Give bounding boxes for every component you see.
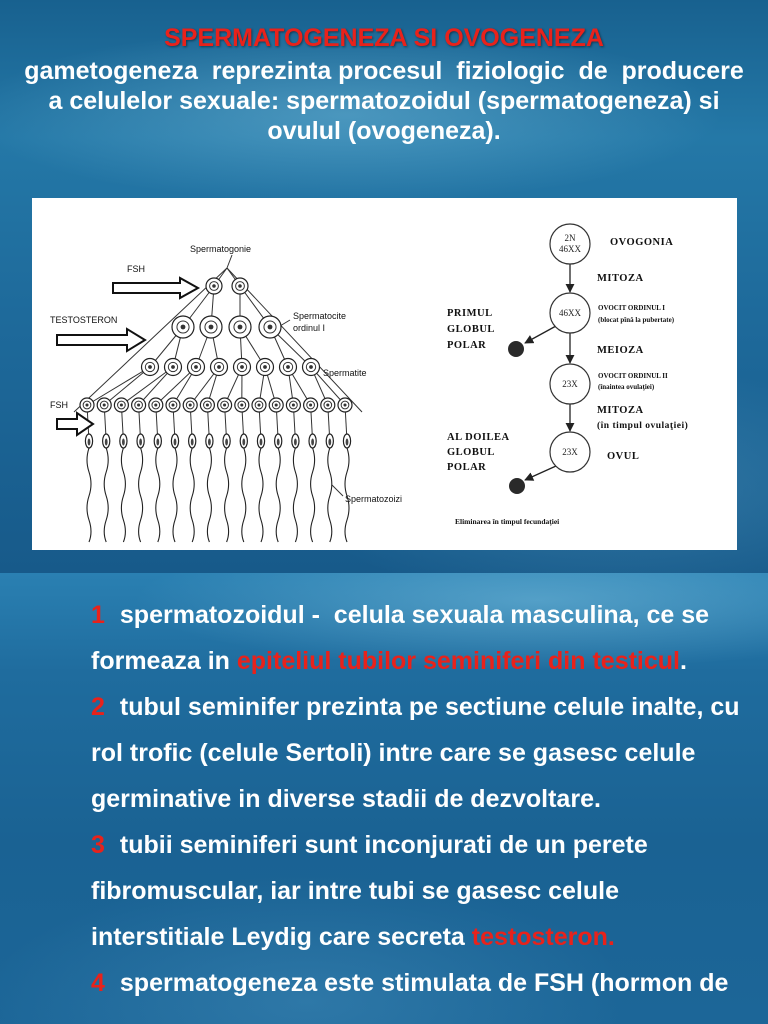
numbered-list [91,592,740,1006]
label-spermatogonie: Spermatogonie [190,244,252,254]
list-item-3-line [91,822,740,868]
list-item-3-line [91,914,740,960]
testosteron-arrow-icon [57,329,145,351]
spermatid-cell-nucleolus [309,403,312,406]
sperm-head-core [105,439,108,446]
list-item-1-line [91,592,740,638]
list-item-2-line [91,684,740,730]
sperm-head-core [139,439,142,446]
spermatid-cell-nucleolus [326,403,329,406]
label-fsh-top: FSH [127,264,145,274]
intro-line: ovulul (ovogeneza). [267,117,501,145]
label-al-doilea: AL DOILEA [447,432,510,443]
spermatid-precursor-cell-nucleolus [263,365,267,369]
list-text: formeaza in [91,647,237,675]
list-item-2-line: germinative in diverse stadii de dezvoltare. [91,785,601,813]
intro-line: gametogeneza reprezinta procesul fiziologic de producere [24,57,744,85]
sperm-tail [173,448,177,542]
arrow-doilea-globul [525,466,556,480]
spermatid-precursor-cell-nucleolus [171,365,175,369]
sperm-tail [293,448,297,542]
intro-line: a celulelor sexuale: spermatozoidul (spermatogeneza) si [48,87,720,115]
label-ovogonia: OVOGONIA [610,237,674,248]
sperm-tail [156,448,160,542]
spermatogonia-cell-nucleolus [212,284,216,288]
intro-paragraph [0,56,768,146]
spermatid-cell-nucleolus [206,403,209,406]
cell-label-23x: 23X [562,379,578,389]
spermatid-precursor-cell-nucleolus [240,365,244,369]
spermatogenesis-tree [74,255,362,542]
sperm-tail [87,448,91,542]
sperm-tail [328,448,332,542]
sperm-head-core [191,439,194,446]
list-text: tubul seminifer prezinta pe sectiune celule inalte, cu [119,693,740,721]
list-text: spermatozoidul - celula sexuala masculina, ce se [119,601,710,629]
spermatid-cell-nucleolus [189,403,192,406]
label-testosteron: TESTOSTERON [50,315,118,325]
label-globul: GLOBUL [447,324,495,335]
spermatid-precursor-cell-nucleolus [286,365,290,369]
sperm-head-core [277,439,280,446]
gametogenesis-diagram [32,198,737,550]
highlight-text: epiteliul tubilor seminiferi din testicul [236,647,680,675]
spermatocyte-cell-nucleolus [268,325,273,330]
list-text: tubii seminiferi sunt inconjurati de un perete [119,831,648,859]
cell-label-46xx: 46XX [559,308,581,318]
spermatocyte-cell-nucleolus [238,325,243,330]
sperm-tail [225,448,229,542]
label-spermatocite: Spermatocite [293,311,347,321]
spermatid-precursor-cell-nucleolus [194,365,198,369]
spermatocyte-cell-nucleolus [209,325,214,330]
label-eliminare: Eliminarea în timpul fecundaţiei [455,517,560,526]
label-mitoza-2-note: (în timpul ovulaţiei) [597,421,689,431]
spermatid-precursor-cell-nucleolus [217,365,221,369]
spermatid-cell-nucleolus [257,403,260,406]
gametogenesis-figure [32,198,737,550]
label-mitoza-1: MITOZA [597,273,644,284]
cell-label-23x: 23X [562,447,578,457]
spermatid-precursor-cell-nucleolus [148,365,152,369]
label-ovul: OVUL [607,451,640,462]
list-number: 4 [91,969,105,997]
highlight-text: testosteron. [471,923,615,951]
spermatid-cell-nucleolus [343,403,346,406]
spermatid-cell-nucleolus [171,403,174,406]
sperm-head-core [225,439,228,446]
sperm-tail [276,448,280,542]
sperm-head-core [242,439,245,446]
label-mitoza-2: MITOZA [597,405,644,416]
cell-label-2n: 2N [564,233,576,243]
sperm-head-core [156,439,159,446]
fsh-top-arrow-icon [113,278,198,298]
arrow-primul-globul [525,326,556,343]
sperm-head-core [122,439,125,446]
list-number: 3 [91,831,105,859]
spermatid-cell-nucleolus [240,403,243,406]
spermatid-precursor-cell-nucleolus [309,365,313,369]
spermatocyte-cell-nucleolus [181,325,186,330]
sperm-head-core [328,439,331,446]
label-spermatocite-ordinul: ordinul I [293,323,326,333]
sperm-tail [207,448,211,542]
list-item-1-line [91,638,740,684]
spermatid-cell-nucleolus [120,403,123,406]
spermatid-cell-nucleolus [223,403,226,406]
cell-label-46xx: 46XX [559,244,581,254]
sperm-head-core [294,439,297,446]
label-ovocit-1-note: (blocat pînă la pubertate) [598,316,675,324]
spermatid-cell-nucleolus [154,403,157,406]
label-polar: POLAR [447,462,487,473]
label-globul: GLOBUL [447,447,495,458]
sperm-tail [311,448,315,542]
list-text: . [680,647,687,675]
slide-2 [0,573,768,1024]
sperm-tail [104,448,108,542]
label-spermatite: Spermatite [323,368,367,378]
spermatid-cell-nucleolus [137,403,140,406]
sperm-head-core [260,439,263,446]
list-item-3-line: fibromuscular, iar intre tubi se gasesc celule [91,877,619,905]
sperm-tail [242,448,246,542]
spermatogonia-cell-nucleolus [238,284,242,288]
list-item-2-line: rol trofic (celule Sertoli) intre care se gasesc celule [91,739,696,767]
sperm-head-core [88,439,91,446]
label-fsh-bottom: FSH [50,400,68,410]
sperm-head-core [311,439,314,446]
label-spermatozoizi: Spermatozoizi [345,494,403,504]
spermatid-cell-nucleolus [103,403,106,406]
list-text: interstitiale Leydig care secreta [91,923,472,951]
list-number: 1 [91,601,105,629]
label-meioza: MEIOZA [597,345,644,356]
sperm-tail [190,448,194,542]
spermatid-cell-nucleolus [275,403,278,406]
leader-line [227,255,232,268]
list-number: 2 [91,693,105,721]
spermatid-cell-nucleolus [85,403,88,406]
sperm-tail [121,448,125,542]
label-ovocit-1: OVOCIT ORDINUL I [598,304,666,312]
label-polar: POLAR [447,340,487,351]
sperm-head-core [346,439,349,446]
sperm-head-core [174,439,177,446]
label-primul: PRIMUL [447,308,493,319]
sperm-tail [259,448,263,542]
sperm-head-core [208,439,211,446]
sperm-tail [139,448,143,542]
leader-line [332,485,343,496]
list-item-4-line [91,960,740,1006]
doilea-globul-polar-cell [509,478,525,494]
primul-globul-polar-cell [508,341,524,357]
label-ovocit-2: OVOCIT ORDINUL II [598,372,668,380]
spermatid-cell-nucleolus [292,403,295,406]
slide-title: SPERMATOGENEZA SI OVOGENEZA [164,24,604,52]
label-ovocit-2-note: (înaintea ovulaţiei) [598,383,655,391]
list-text: spermatogeneza este stimulata de FSH (hormon de [119,969,729,997]
leader-line [280,320,290,326]
